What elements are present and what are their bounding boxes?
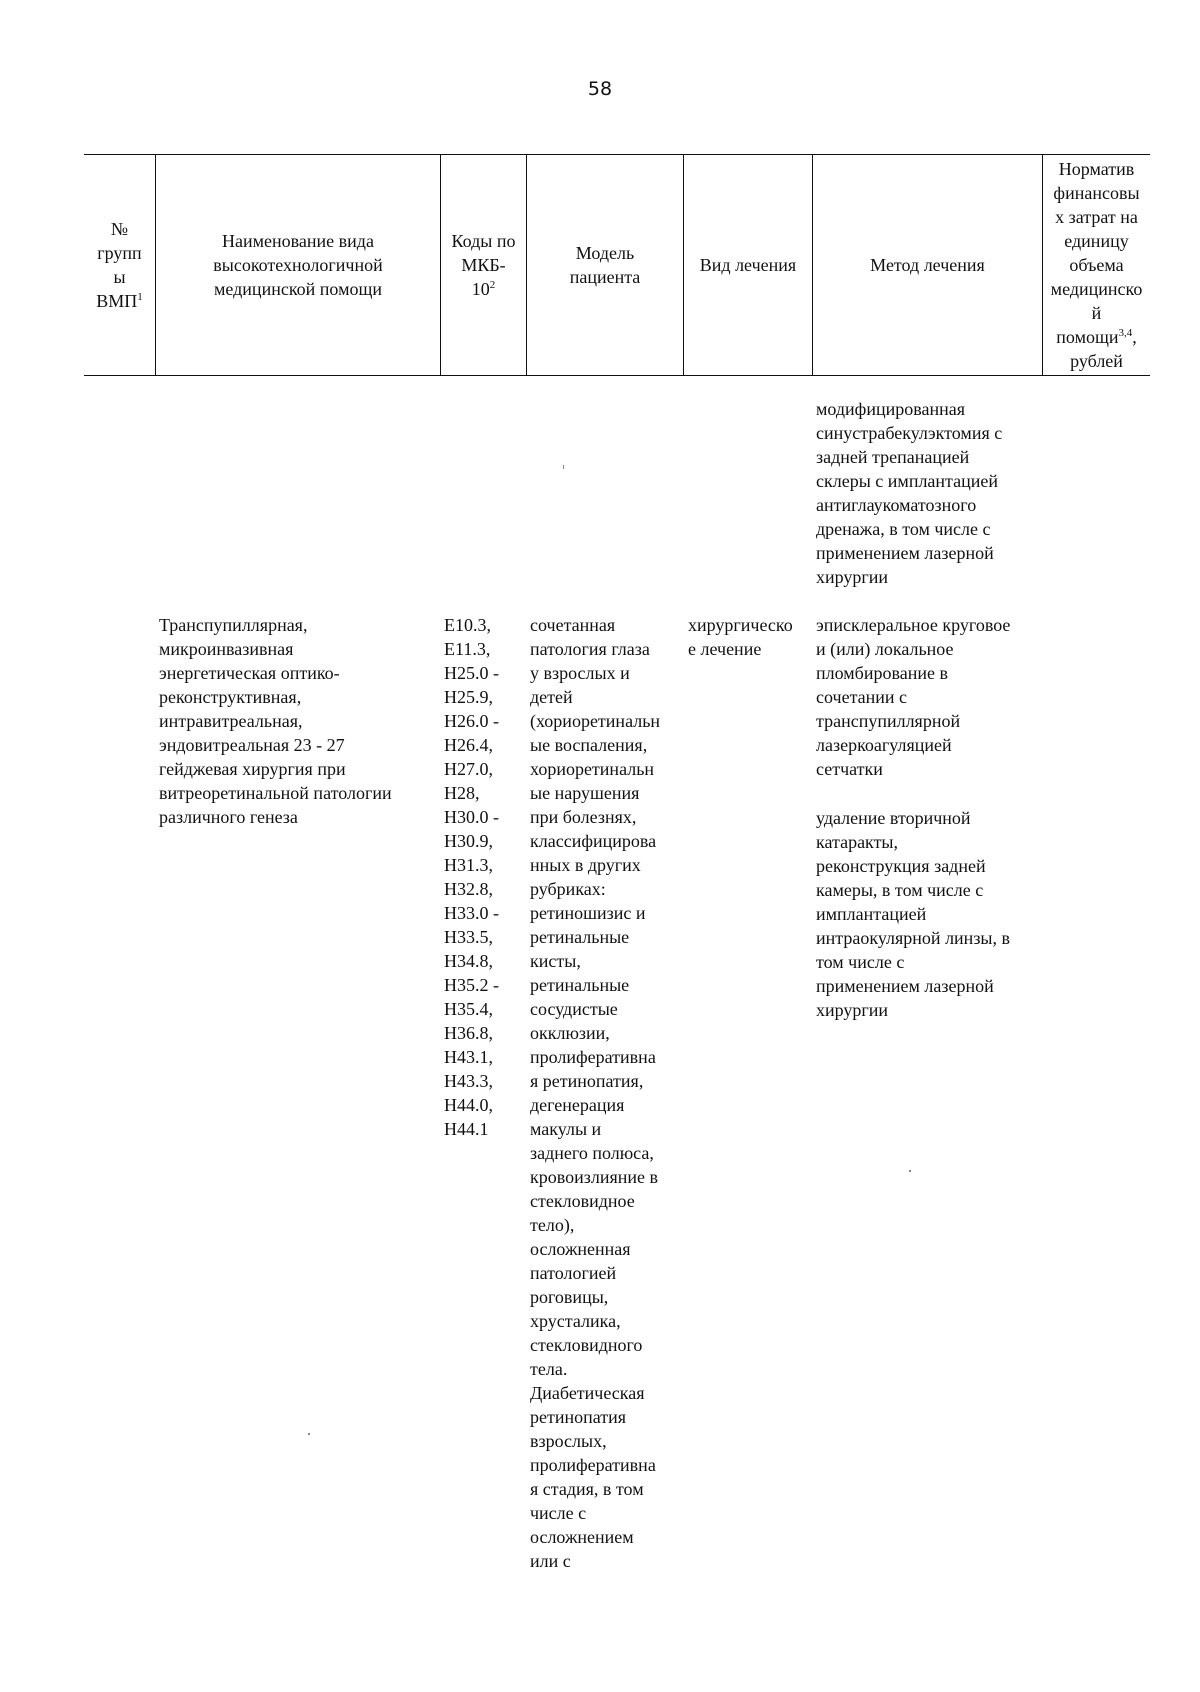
- header-care-name: [155, 155, 440, 375]
- header-name-line: высокотехнологичной: [213, 255, 383, 275]
- continued-method-text: модифицированная синустрабекулэктомия с задней трепанацией склеры с имплантацией антиглаукоматозного дренажа, в том числе с применением лазерной хирургии: [816, 399, 1003, 587]
- icd-codes-text: Е10.3, Е11.3, Н25.0 - Н25.9, Н26.0 - Н26.4, Н27.0, Н28, Н30.0 - Н30.9, Н31.3, Н32.8, Н33.0 - Н33.5, Н34.8, Н35.2 - Н35.4, Н36.8, Н43.1, Н43.3, Н44.0, Н44.1: [444, 615, 499, 1139]
- header-norm-line: рублей: [1070, 351, 1123, 371]
- page-number: 58: [587, 78, 613, 100]
- header-name-line: медицинской помощи: [214, 279, 382, 299]
- footnote-ref: 3,4: [1118, 327, 1133, 339]
- header-group-line: ы: [113, 267, 126, 287]
- header-name-line: Наименование вида: [222, 231, 374, 251]
- header-norm-line: финансовы: [1053, 183, 1140, 203]
- header-icd-codes: [440, 155, 526, 375]
- method-text-2: удаление вторичной катаракты, реконструкция задней камеры, в том числе с имплантацией интраокулярной линзы, в том числе с применением лазерной хирургии: [816, 808, 1011, 1020]
- header-group-line: групп: [97, 243, 142, 263]
- header-treatment-method: [812, 155, 1042, 375]
- patient-model-text: сочетанная патология глаза у взрослых и детей (хориоретинальн ые воспаления, хориоретинальн ые нарушения при болезнях, классифицирова нных в других рубриках: ретиношизис и ретинальные кисты, ретинальные сосудистые окклюзии, пролиферативна я ретинопатия, дегенерация макулы и заднего полюса, кровоизлияние в стекловидное тело), осложненная патологией роговицы, хрусталика, стекловидного тела. Диабетическая ретинопатия взрослых, пролиферативна я стадия, в том числе с осложнением или с: [530, 615, 661, 1571]
- scan-speck: [909, 1170, 911, 1172]
- header-financial-norm: [1042, 155, 1150, 375]
- header-icd-line: [452, 277, 516, 301]
- footnote-ref: 1: [137, 291, 143, 303]
- header-treatment-type: [683, 155, 812, 375]
- header-group-line: №: [110, 219, 129, 239]
- header-group-line: [96, 289, 143, 313]
- header-norm-line: объема: [1069, 255, 1124, 275]
- header-patient-model: [526, 155, 683, 375]
- header-method-text: Метод лечения: [870, 255, 985, 275]
- scan-speck: [563, 465, 564, 469]
- header-norm-line: [1051, 325, 1143, 349]
- header-icd-line: Коды по: [451, 231, 516, 251]
- footnote-ref: 2: [489, 279, 496, 291]
- header-model-line: пациента: [569, 267, 641, 287]
- header-norm-line: медицинско: [1050, 279, 1143, 299]
- scan-speck: [308, 1433, 310, 1435]
- care-name-text: Транспупиллярная, микроинвазивная энергетическая оптико- реконструктивная, интравитреальная, эндовитреальная 23 - 27 гейджевая хирургия при витреоретинальной патологии различного генеза: [159, 615, 392, 827]
- table-header: [84, 154, 1150, 376]
- header-group-text: ВМП: [96, 291, 138, 311]
- header-norm-line: Норматив: [1058, 159, 1135, 179]
- header-group-number: [84, 155, 155, 375]
- header-norm-text: ,: [1132, 327, 1137, 347]
- header-norm-line: й: [1091, 303, 1102, 323]
- treatment-type-text: хирургическо е лечение: [688, 615, 793, 659]
- header-icd-line: МКБ-: [461, 255, 506, 275]
- header-norm-line: единицу: [1064, 231, 1129, 251]
- method-text-1: эписклеральное круговое и (или) локальное пломбирование в сочетании с транспупиллярной лазеркоагуляцией сетчатки: [816, 615, 1011, 779]
- header-norm-text: помощи: [1056, 327, 1119, 347]
- header-norm-line: х затрат на: [1055, 207, 1138, 227]
- header-treatment-type-text: Вид лечения: [699, 255, 797, 275]
- header-model-line: Модель: [575, 243, 635, 263]
- header-icd-text: 10: [471, 279, 490, 299]
